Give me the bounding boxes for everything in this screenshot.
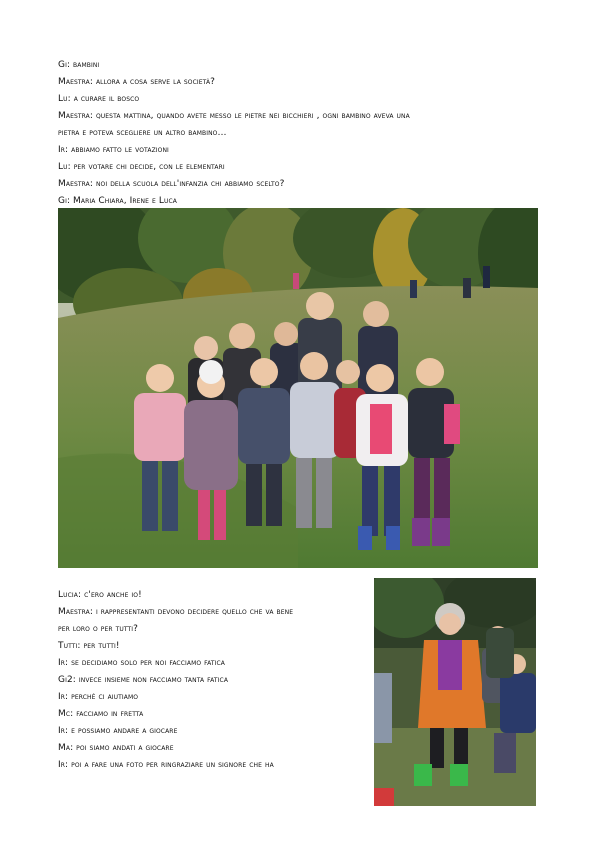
dialogue-line: Gi2: invece insieme non facciamo tanta fatica [58,675,229,685]
line-text: bambini [73,60,100,70]
speaker: Gi2 [58,675,73,685]
group-photo-illustration [58,208,538,568]
dialogue-line: Maestra: questa mattina, quando avete messo le pietre nei bicchieri , ogni bambino aveva una [58,111,410,121]
dialogue-line: Mc: facciamo in fretta [58,709,144,719]
woman-photo-illustration [374,578,536,806]
line-text: c'ero anche io! [84,590,142,600]
speaker: Ir [58,658,66,668]
dialogue-line: Maestra: i rappresentanti devono decidere quello che va bene [58,607,294,617]
line-text: poi a fare una foto per ringraziare un signore che ha [71,760,274,770]
group-photo [58,208,538,568]
woman-with-children-photo [374,578,536,806]
speaker: Lu [58,94,68,104]
line-text: questa mattina, quando avete messo le pietre nei bicchieri , ogni bambino aveva una [95,111,410,121]
line-text: invece insieme non facciamo tanta fatica [78,675,229,685]
speaker: Ir [58,692,66,702]
dialogue-line: Maestra: noi della scuola dell'infanzia chi abbiamo scelto? [58,179,285,189]
line-text: perché ci aiutiamo [71,692,139,702]
line-text: allora a cosa serve la società? [95,77,216,87]
speaker: Ma [58,743,71,753]
line-text: poi siamo andati a giocare [76,743,174,753]
speaker: Ir [58,760,66,770]
line-text: facciamo in fretta [76,709,144,719]
line-text: noi della scuola dell'infanzia chi abbiamo scelto? [95,179,285,189]
line-text: per votare chi decide, con le elementari [73,162,225,172]
dialogue-line: Ir: abbiamo fatto le votazioni [58,145,169,155]
speaker: Tutti [58,641,78,651]
speaker: Mc [58,709,71,719]
dialogue-line: Tutti: per tutti! [58,641,120,651]
dialogue-line: Lucia: c'ero anche io! [58,590,142,600]
line-text: abbiamo fatto le votazioni [71,145,169,155]
line-text: per tutti! [83,641,120,651]
dialogue-line: Ma: poi siamo andati a giocare [58,743,174,753]
speaker: Maestra [58,111,90,121]
speaker: Maestra [58,179,90,189]
speaker: Gi [58,196,67,206]
dialogue-line: Lu: a curare il bosco [58,94,140,104]
speaker: Gi [58,60,67,70]
speaker: Lu [58,162,68,172]
speaker: Maestra [58,607,90,617]
speaker: Lucia [58,590,78,600]
dialogue-line: Maestra: allora a cosa serve la società? [58,77,216,87]
line-text: Maria Chiara, Irene e Luca [73,196,177,206]
line-text: e possiamo andare a giocare [71,726,178,736]
dialogue-line: Ir: se decidiamo solo per noi facciamo fatica [58,658,226,668]
dialogue-line: Ir: poi a fare una foto per ringraziare un signore che ha [58,760,274,770]
speaker: Ir [58,726,66,736]
dialogue-line: Gi: Maria Chiara, Irene e Luca [58,196,177,206]
speaker: Ir [58,145,66,155]
dialogue-line-continuation: pietra e poteva scegliere un altro bambino… [58,128,227,138]
line-text: a curare il bosco [73,94,140,104]
dialogue-line: Ir: perché ci aiutiamo [58,692,139,702]
dialogue-line-continuation: per loro o per tutti? [58,624,138,634]
dialogue-line: Gi: bambini [58,60,100,70]
line-text: se decidiamo solo per noi facciamo fatica [71,658,226,668]
line-text: i rappresentanti devono decidere quello che va bene [95,607,294,617]
dialogue-line: Lu: per votare chi decide, con le elementari [58,162,225,172]
speaker: Maestra [58,77,90,87]
dialogue-line: Ir: e possiamo andare a giocare [58,726,178,736]
